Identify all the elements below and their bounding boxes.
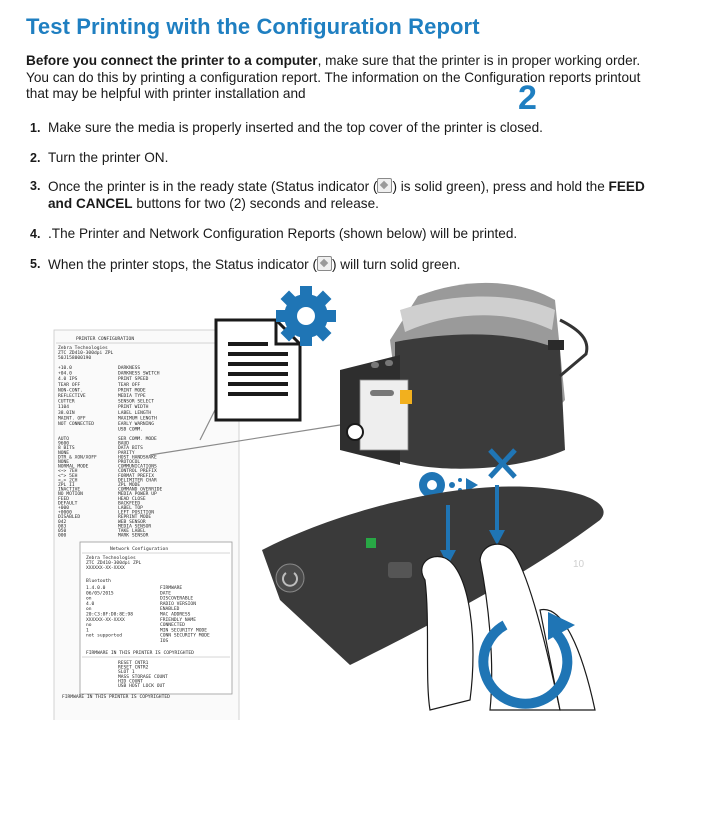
status-indicator-icon [317, 256, 332, 271]
intro-bold: Before you connect the printer to a computer [26, 53, 318, 68]
network-report-label: ENABLED [160, 607, 180, 613]
report-value: NONE [58, 450, 70, 456]
network-report-label: RADIO VERSION [160, 601, 196, 607]
step-number: 4. [30, 227, 41, 241]
status-indicator-icon [377, 178, 392, 193]
report-label: PRINT MODE [118, 388, 146, 394]
step-text-part: Once the printer is in the ready state (Status indicator ( [48, 179, 378, 194]
report-label: MEDIA POWER UP [118, 492, 157, 498]
report-value: 1104 [58, 405, 70, 411]
step-4 [30, 226, 517, 243]
report-value: +04.0 [58, 371, 72, 377]
step-3 [30, 178, 650, 212]
report-label: LABEL LENGTH [118, 410, 152, 416]
intro-paragraph [26, 53, 666, 103]
network-report-label: MAC ADDRESS [160, 612, 191, 618]
report-value: 4.0 IPS [58, 377, 78, 383]
report-label: PARITY [118, 450, 135, 456]
report-label: COMMAND OVERRIDE [118, 487, 163, 493]
report-value: AUTO [58, 437, 70, 442]
network-report-label: MIN SECURITY MODE [160, 628, 208, 634]
printer-illustration [340, 283, 587, 469]
network-report-value: 06/05/2015 [86, 591, 114, 597]
step-text: .The Printer and Network Configuration Reports (shown below) will be printed. [48, 226, 518, 241]
report-value: NORMAL MODE [58, 464, 89, 470]
step-text-part: ) is solid green), press and hold the [392, 179, 609, 194]
report-value: DEFAULT [58, 501, 78, 507]
network-report-footer-2: FIRMWARE IN THIS PRINTER IS COPYRIGHTED [62, 695, 170, 700]
report-label: SENSOR SELECT [118, 399, 154, 405]
network-report-tail-label: SLOT 1 [118, 670, 135, 676]
network-report-value: no [86, 623, 92, 629]
report-heading: PRINTER CONFIGURATION [76, 337, 135, 342]
network-report-heading: Network Configuration [110, 547, 169, 552]
callout-number: 2 [518, 79, 537, 117]
report-label: MEDIA SENSOR [118, 524, 152, 530]
report-value: FEED [58, 496, 70, 502]
report-value: +0000 [58, 510, 72, 516]
step-number: 3. [30, 179, 41, 193]
report-label: MARK SENSOR [118, 533, 149, 539]
report-value: 083 [58, 524, 67, 530]
report-value: DISABLED [58, 515, 81, 521]
network-report-value: 4.0 [86, 601, 95, 607]
report-label: TAKE LABEL [118, 529, 146, 534]
network-report-label: IOS [160, 639, 169, 644]
network-report-value: 20:C3:8F:D8:8E:98 [86, 612, 134, 618]
report-company: Zebra Technologies [58, 346, 108, 351]
report-value: 8 BITS [58, 446, 75, 452]
network-report-label: FRIENDLY NAME [160, 617, 196, 623]
step-5 [30, 256, 460, 274]
network-configuration-report [62, 542, 232, 700]
report-value: NO MOTION [58, 492, 83, 498]
network-report-value: 1.4.0.0 [86, 586, 106, 591]
network-report-tail-label: MASS STORAGE COUNT [118, 674, 168, 680]
report-value: ZPL II [58, 483, 75, 488]
report-serial: 50J158000190 [58, 356, 92, 361]
report-label: LABEL TOP [118, 506, 143, 511]
report-label: ZPL MODE [118, 483, 141, 488]
step-text-bold: FEED and CANCEL [48, 179, 645, 211]
report-label: DELIMITER CHAR [118, 478, 157, 484]
report-label: EARLY WARNING [118, 422, 154, 427]
report-label: MAXIMUM LENGTH [118, 416, 157, 422]
report-label: DARKNESS [118, 366, 141, 371]
network-report-label: DATE [160, 591, 172, 597]
report-value: NON-CONT. [58, 388, 83, 394]
network-report-footer: FIRMWARE IN THIS PRINTER IS COPYRIGHTED [86, 651, 194, 656]
report-value: +10.0 [58, 366, 72, 371]
step-text: Turn the printer ON. [48, 150, 169, 165]
page-title: Test Printing with the Configuration Report [26, 14, 480, 39]
report-value: NOT CONNECTED [58, 422, 94, 427]
network-report-label: DISCOVERABLE [160, 596, 194, 602]
step-1 [30, 120, 543, 137]
step-text-part: buttons for two (2) seconds and release. [132, 195, 379, 211]
report-value: NONE [58, 460, 70, 465]
step-2 [30, 150, 168, 167]
report-value: +000 [58, 506, 70, 511]
step-text [30, 178, 650, 212]
report-label: SER COMM. MODE [118, 437, 157, 442]
network-report-serial: XXXXXX-XX-XXXX [86, 566, 125, 571]
report-label: PRINT WIDTH [118, 405, 149, 411]
network-report-label: CONNECTED [160, 623, 185, 629]
intro-text: , make sure that the printer is in proper working order. You can do this by printing a configuration report. The information on the Configuration reports printout that may be helpful with printer installation and [26, 53, 641, 101]
report-label: DATA BITS [118, 446, 143, 452]
report-value: TEAR OFF [58, 382, 81, 388]
report-value: <^> 5EH [58, 473, 78, 479]
configuration-report-figure [0, 280, 703, 720]
report-label: DARKNESS SWITCH [118, 371, 160, 377]
report-value: 9600 [58, 441, 70, 447]
step-number: 2. [30, 151, 41, 165]
step-text-part: ) will turn solid green. [332, 257, 461, 272]
report-label: FORMAT PREFIX [118, 473, 154, 479]
report-value: MAINT. OFF [58, 416, 86, 422]
report-value: 050 [58, 529, 67, 534]
network-report-value: on [86, 607, 92, 613]
network-report-tail-label: USB HOST LOCK OUT [118, 684, 166, 689]
step-number: 5. [30, 257, 41, 271]
step-number: 1. [30, 121, 41, 135]
panel-number: 10 [573, 559, 585, 570]
report-label: PRINT SPEED [118, 377, 149, 383]
report-label: HEAD CLOSE [118, 496, 146, 502]
network-report-section: Bluetooth [86, 579, 111, 584]
network-report-tail-label: RESET CNTR2 [118, 665, 149, 671]
report-label: COMMUNICATIONS [118, 464, 157, 470]
report-label: USB COMM. [118, 427, 143, 433]
report-label: BACKFEED [118, 501, 141, 507]
network-report-label: FIRMWARE [160, 586, 183, 591]
report-value: 38.0IN [58, 410, 75, 416]
step-text [30, 256, 460, 274]
network-report-value: on [86, 596, 92, 602]
report-label: TEAR OFF [118, 382, 141, 388]
report-value: INACTIVE [58, 487, 81, 493]
report-value: DTR & XON/XOFF [58, 455, 97, 461]
report-value: <,> 2CH [58, 478, 78, 484]
report-label: PROTOCOL [118, 460, 141, 465]
network-report-value: XXXXXX-XX-XXXX [86, 617, 125, 623]
report-value: <~> 7EH [58, 469, 78, 475]
report-value: CUTTER [58, 399, 75, 405]
report-model: ZTC ZD410-300dpi ZPL [58, 351, 114, 356]
network-report-tail-label: HID COUNT [118, 679, 143, 685]
network-report-company: Zebra Technologies [86, 556, 136, 561]
report-value: 000 [58, 533, 67, 539]
report-label: HOST HANDSHAKE [118, 455, 157, 461]
network-report-value: not supported [86, 633, 122, 639]
network-report-value: 1 [86, 628, 89, 634]
report-label: MEDIA TYPE [118, 394, 146, 399]
report-label: BAUD [118, 441, 130, 447]
report-value: 042 [58, 519, 67, 525]
report-value: REFLECTIVE [58, 394, 86, 399]
step-text-part: When the printer stops, the Status indicator ( [48, 257, 317, 272]
report-label: CONTROL PREFIX [118, 469, 157, 475]
network-report-label: CONN SECURITY MODE [160, 633, 210, 639]
report-label: LEFT POSITION [118, 510, 154, 516]
gear-icon [276, 286, 336, 346]
report-label: WEB SENSOR [118, 519, 146, 525]
network-report-tail-label: RESET CNTR1 [118, 661, 149, 666]
network-report-model: ZTC ZD410-300dpi ZPL [86, 561, 142, 566]
step-text: Make sure the media is properly inserted and the top cover of the printer is closed. [48, 120, 543, 135]
report-label: REPRINT MODE [118, 515, 152, 521]
